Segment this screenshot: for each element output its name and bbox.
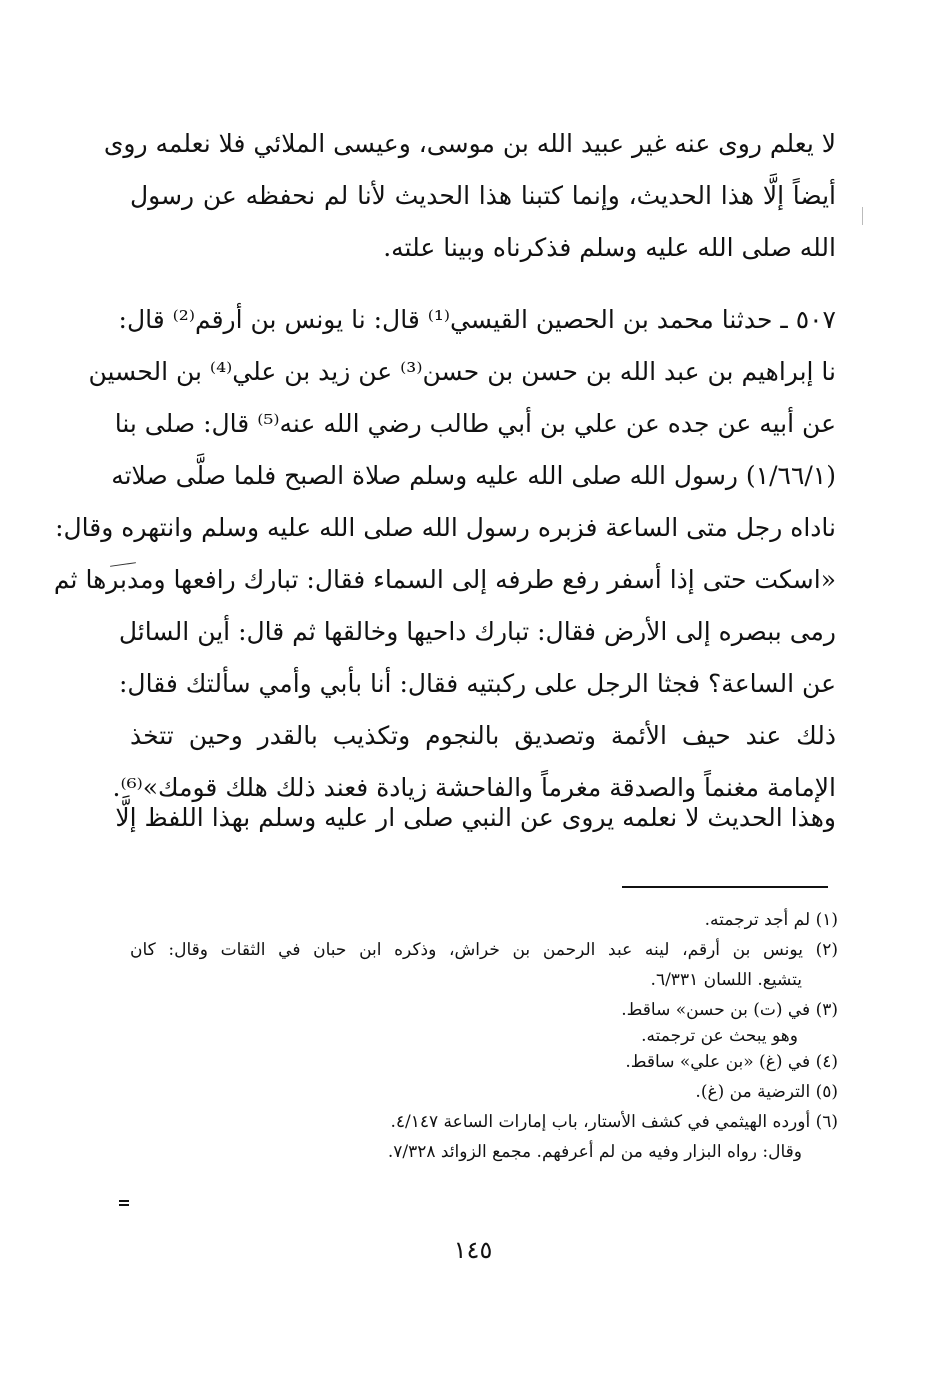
body-line: عن الساعة؟ فجثا الرجل على ركبتيه فقال: أنا بأبي وأمي سألتك فقال: — [118, 669, 836, 698]
body-line: ذلك عند حيف الأئمة وتصديق بالنجوم وتكذيب بالقدر وحين تتخذ — [130, 721, 836, 750]
body-line: نا إبراهيم بن عبد الله بن حسن بن حسن⁽³⁾ عن زيد بن علي⁽⁴⁾ بن الحسين — [88, 357, 836, 386]
page-number: ١٤٥ — [453, 1236, 493, 1264]
body-line: ناداه رجل متى الساعة فزبره رسول الله صلى الله عليه وسلم وانتهره وقال: — [55, 513, 836, 542]
body-line: الله صلى الله عليه وسلم فذكرناه وبينا علته. — [383, 233, 836, 262]
footnote-2-continued: يتشيع. اللسان ٦/٣٣١. — [650, 970, 802, 990]
paragraph-3 — [115, 792, 836, 844]
footnote-1: (١) لم أجد ترجمته. — [704, 910, 838, 930]
body-line: «اسكت حتى إذا أسفر رفع طرفه إلى السماء فقال: تبارك رافعها ومدبرها ثم — [53, 565, 836, 594]
footnotes — [130, 905, 838, 1167]
footnote-3: (٣) في (ت) بن حسن» ساقط. — [621, 1000, 838, 1020]
footnote-4: (٤) في (غ) «بن علي» ساقط. — [625, 1052, 838, 1072]
body-line: وهذا الحديث لا نعلمه يروى عن النبي صلى ار عليه وسلم بهذا اللفظ إلَّا — [115, 803, 836, 832]
margin-blemish — [862, 207, 863, 225]
footnote-2: (٢) يونس بن أرقم، لينه عبد الرحمن بن خراش، وذكره ابن حبان في الثقات وقال: كان — [130, 940, 838, 960]
footnote-3-handwritten-note: وهو يبحث عن ترجمته. — [641, 1026, 798, 1046]
paragraph-1 — [103, 118, 836, 274]
body-line: عن أبيه عن جده عن علي بن أبي طالب رضي الله عنه⁽⁵⁾ قال: صلى بنا — [114, 409, 836, 438]
body-line: أيضاً إلَّا هذا الحديث، وإنما كتبنا هذا الحديث لأنا لم نحفظه عن رسول — [130, 181, 836, 210]
body-line: (١/٦٦/١) رسول الله صلى الله عليه وسلم صلاة الصبح فلما صلَّى صلاته — [111, 461, 836, 490]
body-line: ٥٠٧ ـ حدثنا محمد بن الحصين القيسي⁽¹⁾ قال: نا يونس بن أرقم⁽²⁾ قال: — [118, 305, 836, 334]
footnote-5: (٥) الترضية من (غ). — [695, 1082, 838, 1102]
paragraph-2-hadith-507 — [53, 294, 836, 814]
margin-equals-mark — [119, 1200, 129, 1208]
footnote-separator — [622, 886, 828, 888]
footnote-6: (٦) أورده الهيثمي في كشف الأستار، باب إمارات الساعة ٤/١٤٧. — [390, 1112, 838, 1132]
body-line: لا يعلم روى عنه غير عبيد الله بن موسى، وعيسى الملائي فلا نعلمه روى — [103, 129, 836, 158]
body-line: الإمامة مغنماً والصدقة مغرماً والفاحشة زيادة فعند ذلك هلك قومك»⁽⁶⁾. — [112, 773, 836, 802]
body-line: رمى ببصره إلى الأرض فقال: تبارك داحيها وخالقها ثم قال: أين السائل — [118, 617, 836, 646]
footnote-6-continued: وقال: رواه البزار وفيه من لم أعرفهم. مجمع الزوائد ٧/٣٢٨. — [387, 1142, 802, 1162]
